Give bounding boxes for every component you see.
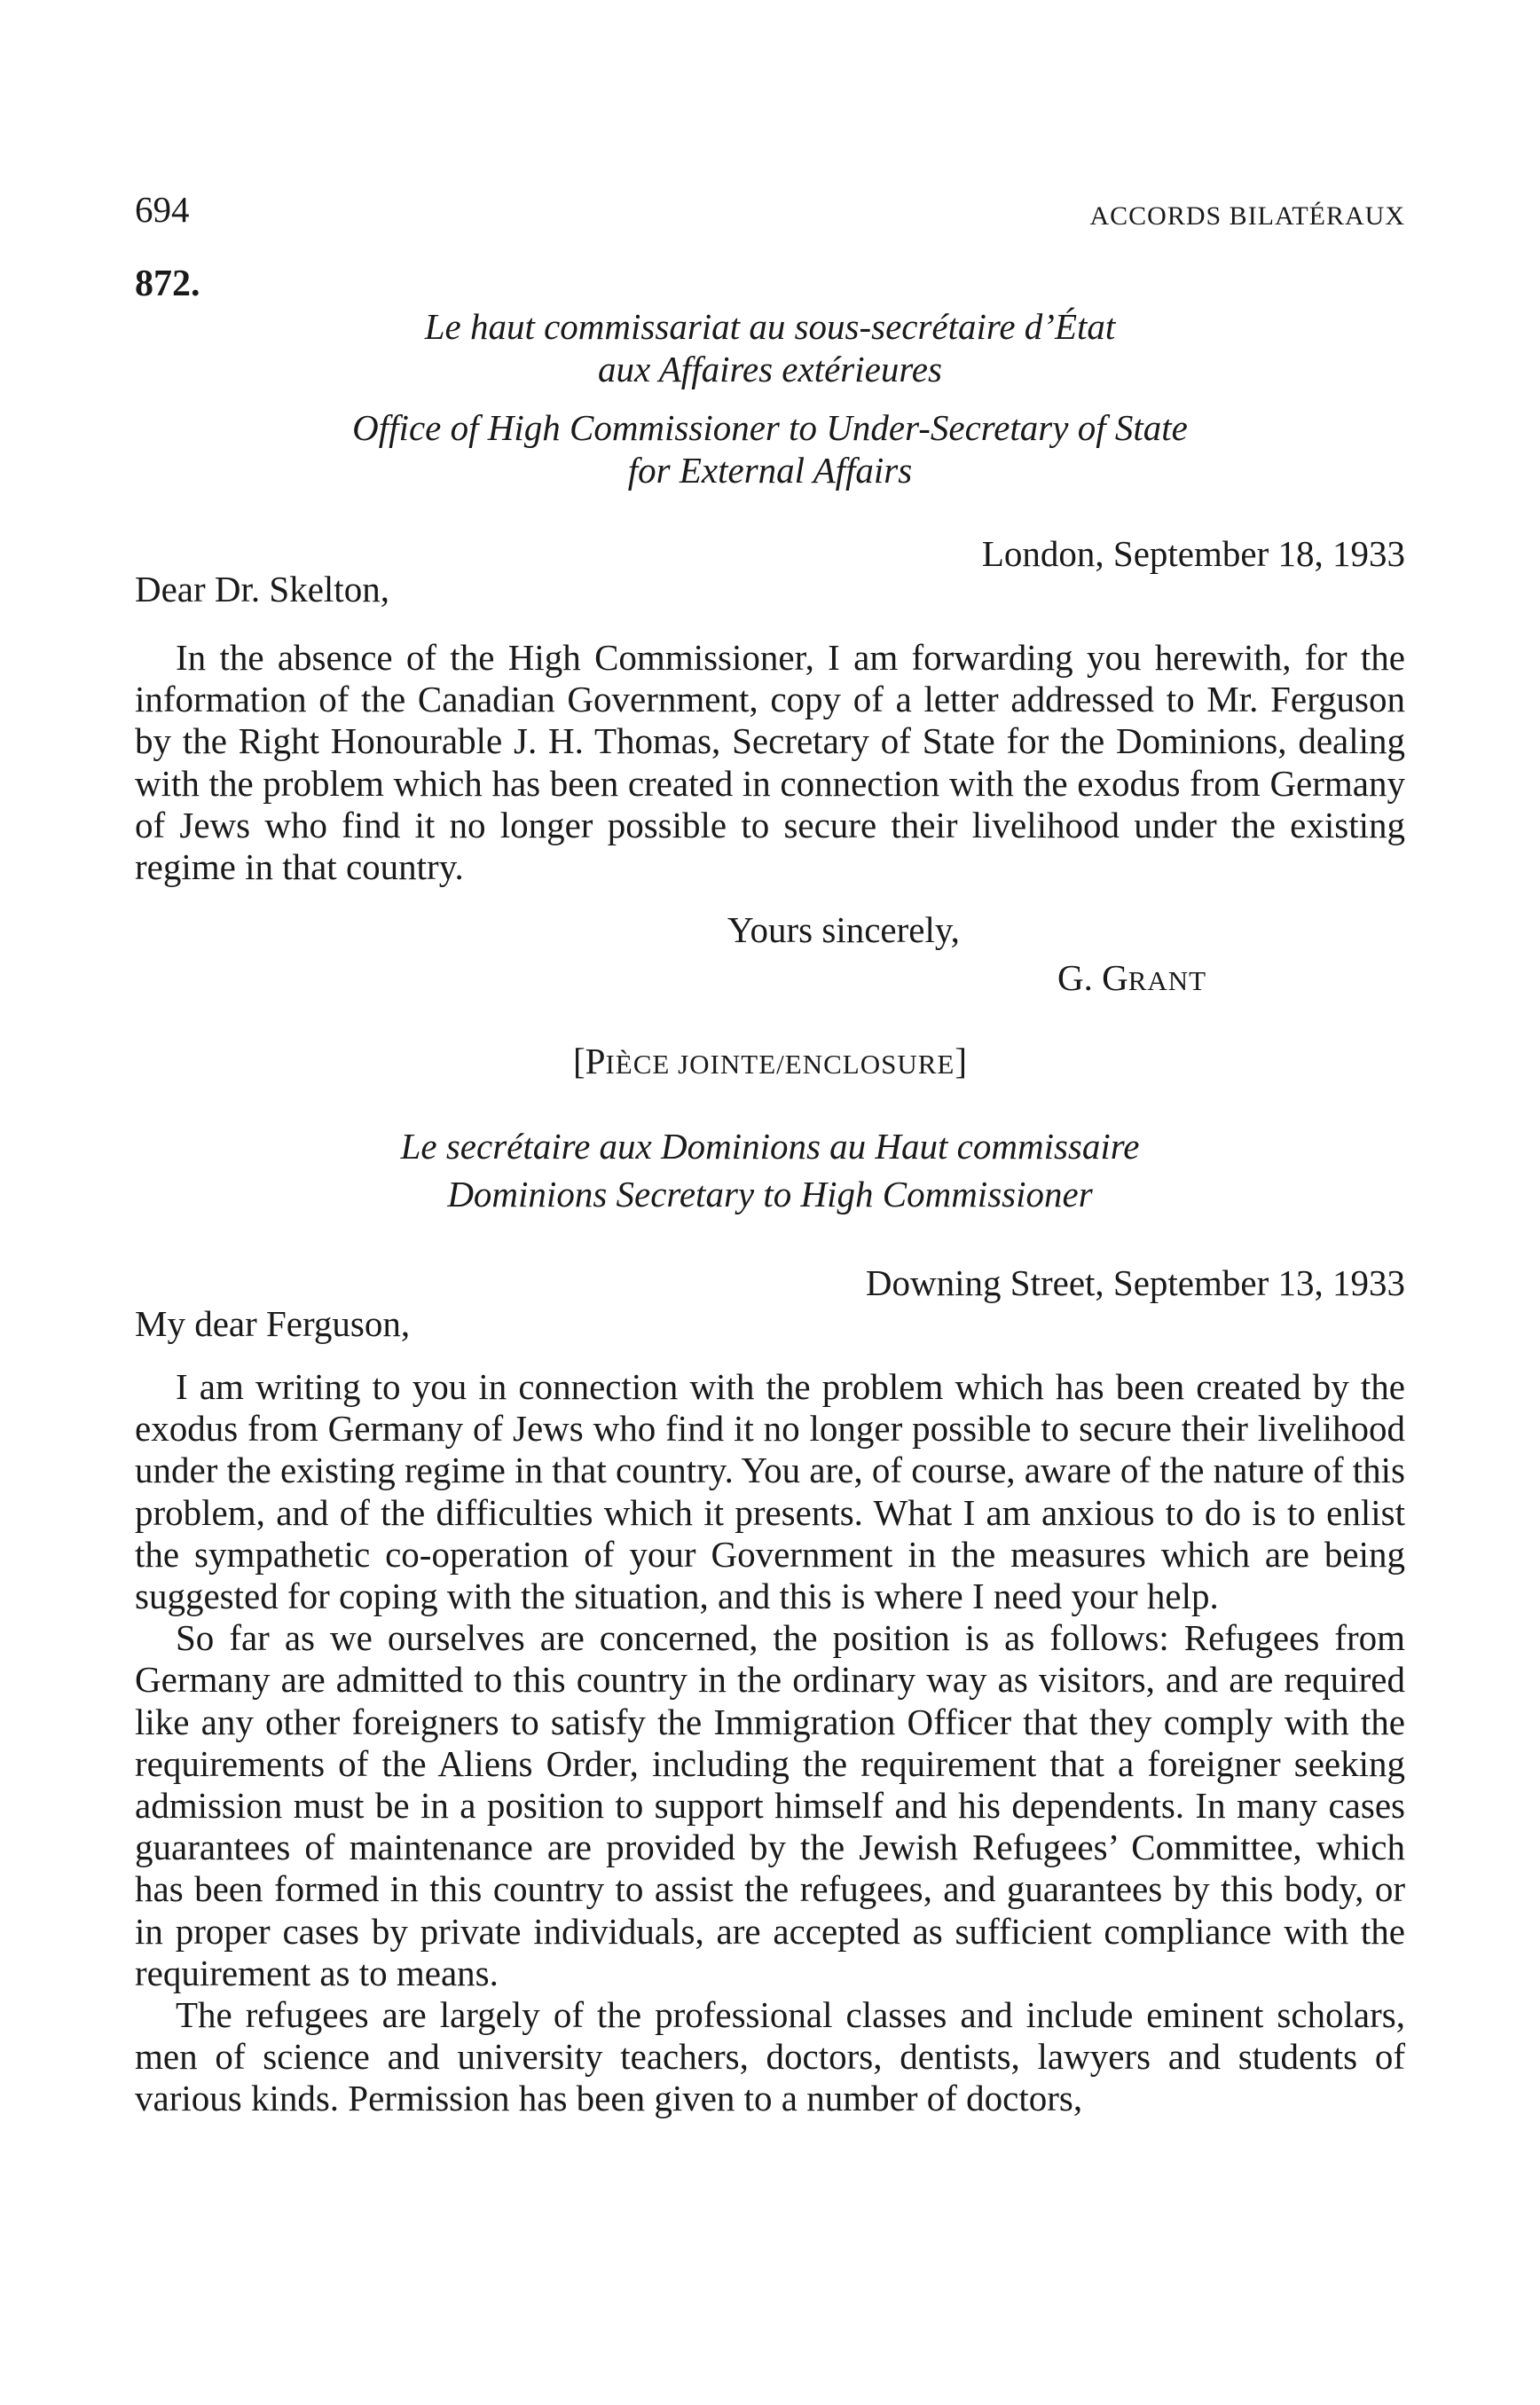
letter2-paragraph: So far as we ourselves are concerned, the position is as follows: Refugees from Germany are admitted to this country in the ordinary way as visitors, and are required like any other foreigners to satisfy the Immigration Officer that they comply with the requirements of the Aliens Order, including the requirement that a foreigner seeking admission must be in a position to support himself and his dependents. In many cases guarantees of maintenance are provided by the Jewish Refugees’ Committee, which has been formed in this country to assist the refugees, and guarantees by this body, or in proper cases by private individuals, are accepted as sufficient compliance with the requirement as to means.: [135, 1617, 1405, 1993]
signature-initial: G. G: [1057, 957, 1128, 998]
letter1-place-date: London, September 18, 1933: [981, 533, 1405, 574]
page-number: 694: [135, 189, 190, 230]
letter2-title-fr: Le secrétaire aux Dominions au Haut commissaire: [400, 1126, 1140, 1167]
enclosure-heading: [135, 1040, 1405, 1091]
letter1-title-fr-line1: Le haut commissariat au sous-secrétaire d’État: [424, 306, 1116, 347]
letter2-paragraph: I am writing to you in connection with the problem which has been created by the exodus from Germany of Jews who find it no longer possible to secure their livelihood under the existing regime in that country. You are, of course, aware of the nature of this problem, and of the difficulties which it presents. What I am anxious to do is to enlist the sympathetic co-operation of your Government in the measures which are being suggested for coping with the situation, and this is where I need your help.: [135, 1366, 1405, 1617]
letter1-title-fr: [135, 305, 1405, 390]
letter1-title-en-line1: Office of High Commissioner to Under-Secretary of State: [352, 407, 1188, 448]
letter2-body: [135, 1366, 1405, 2120]
letter2-title-en: Dominions Secretary to High Commissioner: [447, 1174, 1093, 1214]
letter1-closing: Yours sincerely,: [727, 909, 960, 950]
letter1-title-en-line2: for External Affairs: [627, 450, 913, 491]
letter1-paragraph: In the absence of the High Commissioner, I am forwarding you herewith, for the information of the Canadian Government, copy of a letter addressed to Mr. Ferguson by the Right Honourable J. H. Thomas, Secretary of State for the Dominions, dealing with the problem which has been created in connection with the exodus from Germany of Jews who find it no longer possible to secure their livelihood under the existing regime in that country.: [135, 637, 1405, 888]
enclosure-initial: P: [585, 1041, 606, 1081]
letter1-signature: [1057, 956, 1206, 1008]
enclosure-bracket-close: ]: [955, 1041, 967, 1081]
letter2-paragraph: The refugees are largely of the professional classes and include eminent scholars, men of science and university teachers, doctors, dentists, lawyers and students of various kinds. Permission has been given to a number of doctors,: [135, 1994, 1405, 2119]
enclosure-label: IÈCE JOINTE/ENCLOSURE: [605, 1049, 955, 1080]
letter2-salutation: My dear Ferguson,: [135, 1303, 411, 1344]
letter2-place-date: Downing Street, September 13, 1933: [865, 1262, 1405, 1303]
signature-rest: RANT: [1128, 965, 1207, 996]
letter1-title-en: [135, 406, 1405, 491]
document-number: 872.: [135, 263, 200, 304]
letter1-title-fr-line2: aux Affaires extérieures: [598, 349, 942, 389]
enclosure-bracket-open: [: [573, 1041, 585, 1081]
letter1-body: [135, 637, 1405, 888]
running-head-title: ACCORDS BILATÉRAUX: [1089, 201, 1405, 231]
letter1-salutation: Dear Dr. Skelton,: [135, 569, 389, 609]
